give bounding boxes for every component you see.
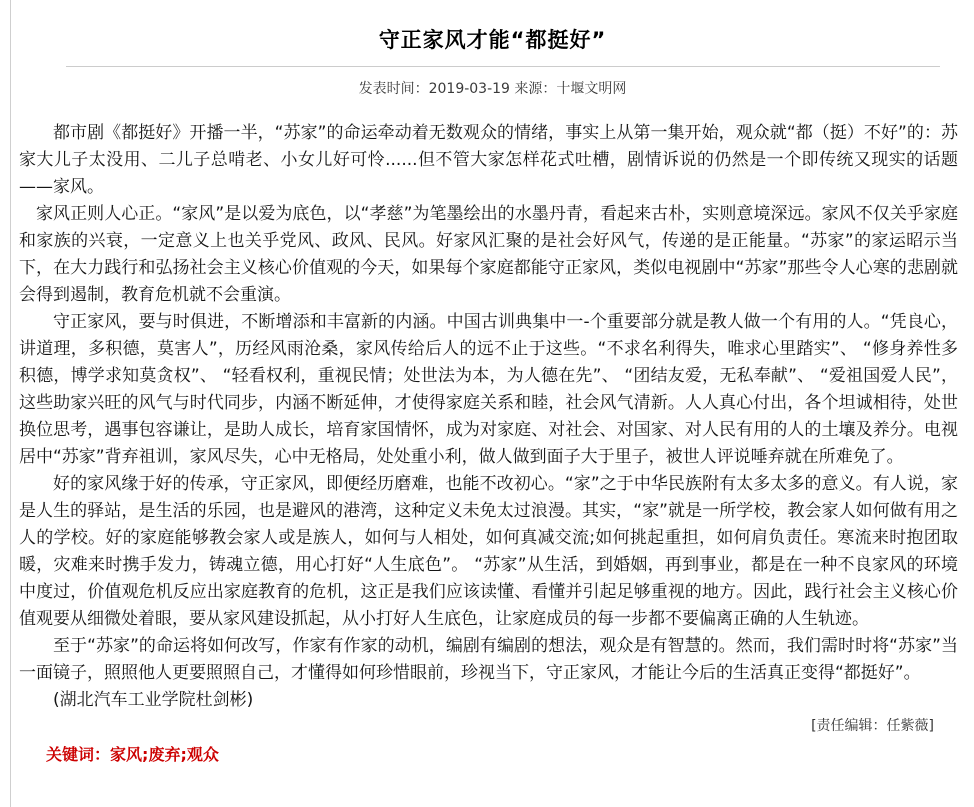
keyword-link[interactable]: 废弃 xyxy=(148,745,181,764)
paragraph: 至于“苏家”的命运将如何改写，作家有作家的动机，编剧有编剧的想法，观众是有智慧的。然而，我们需时时将“苏家”当一面镜子，照照他人更要照照自己，才懂得如何珍惜眼前，珍视当下，守正家风，才能让今后的生活真正变得“都挺好”。 xyxy=(19,636,958,683)
article-page xyxy=(10,0,974,807)
editor-row xyxy=(11,715,974,735)
paragraph: 家风正则人心正。“家风”是以爱为底色，以“孝慈”为笔墨绘出的水墨丹青，看起来古朴，实则意境深远。家风不仅关乎家庭和家族的兴衰，一定意义上也关乎党风、政风、民风。好家风汇聚的是社会好风气，传递的是正能量。“苏家”的家运昭示当下，在大力践行和弘扬社会主义核心价值观的今天，如果每个家庭都能守正家风，类似电视剧中“苏家”那些令人心寒的悲剧就会得到遏制，教育危机就不会重演。 xyxy=(19,204,958,305)
author-credit: (湖北汽车工业学院杜剑彬) xyxy=(53,690,254,710)
paragraph: 好的家风缘于好的传承，守正家风，即便经历磨难，也能不改初心。“家”之于中华民族附有太多太多的意义。有人说，家是人生的驿站，是生活的乐园，也是避风的港湾，这种定义未免太过浪漫。其实，“家”就是一所学校，教会家人如何做有用之人的学校。好的家庭能够教会家人或是族人，如何与人相处，如何真减交流;如何挑起重担，如何肩负责任。寒流来时抱团取暖，灾难来时携手发力，铸魂立德，用心打好“人生底色”。 “苏家”从生活，到婚姻，再到事业，都是在一种不良家风的环境中度过，价值观危机反应出家庭教育的危机，这正是我们应该读懂、看懂并引起足够重视的地方。因此，践行社会主义核心价值观要从细微处着眼，要从家风建设抓起，从小打好人生底色，让家庭成员的每一步都不要偏离正确的人生轨迹。 xyxy=(19,474,958,629)
keyword-separator: ; xyxy=(180,745,187,764)
page-title: 守正家风才能“都挺好” xyxy=(378,28,607,52)
keyword-separator: ; xyxy=(142,745,149,764)
keyword-link[interactable]: 观众 xyxy=(186,745,219,764)
title-divider xyxy=(66,66,940,67)
editor-credit: [责任编辑：任紫薇] xyxy=(811,718,934,734)
article-meta: 发表时间：2019-03-19 来源：十堰文明网 xyxy=(358,81,627,97)
keyword-link[interactable]: 家风 xyxy=(110,745,143,764)
paragraph: 都市剧《都挺好》开播一半，“苏家”的命运牵动着无数观众的情绪，事实上从第一集开始，观众就“都（挺）不好”的：苏家大儿子太没用、二儿子总啃老、小女儿好可怜......但不管大家怎样花式吐槽，剧情诉说的仍然是一个即传统又现实的话题——家风。 xyxy=(19,123,958,197)
article-body xyxy=(11,120,974,714)
paragraph: 守正家风，要与时俱进，不断增添和丰富新的内涵。中国古训典集中一-个重要部分就是教人做一个有用的人。“凭良心，讲道理，多积德，莫害人”，历经风雨沧桑，家风传给后人的远不止于这些。“不求名利得失，唯求心里踏实”、 “修身养性多积德，博学求知莫贪权”、 “轻看权利，重视民情；处世法为本，为人德在先”、 “团结友爱，无私奉献”、 “爱祖国爱人民”，这些助家兴旺的风气与时代同步，内涵不断延伸，才使得家庭关系和睦，社会风气清新。人人真心付出，各个坦诚相待，处世换位思考，遇事包容谦让，是助人成长，培育家国情怀，成为对家庭、对社会、对国家、对人民有用的人的土壤及养分。电视居中“苏家”背弃祖训，家风尽失，心中无格局，处处重小利，做人做到面子大于里子，被世人评说唾弃就在所难免了。 xyxy=(19,312,958,467)
keywords-line xyxy=(11,742,974,765)
keywords-label: 关键词： xyxy=(46,745,111,764)
